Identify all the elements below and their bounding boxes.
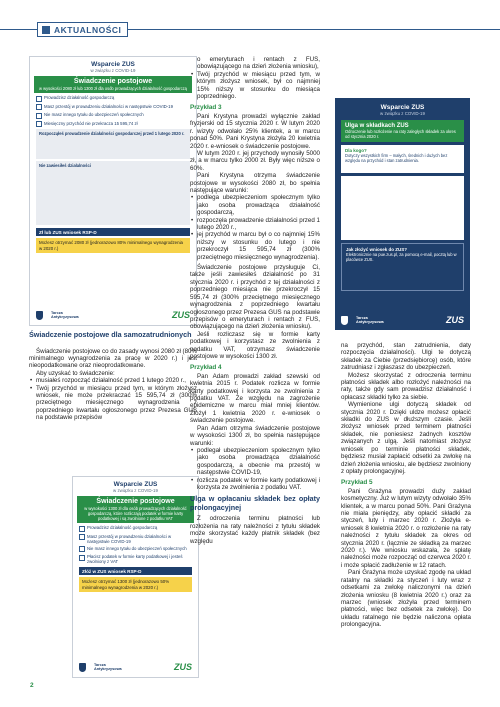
logo-tarcza: Tarcza Antykryzysowa (51, 311, 79, 319)
info-text: Dotyczy wszystkich firm – małych, średnich i dużych bez względu na przychód i stan zatrudnienia. (345, 153, 448, 163)
checkbox-icon (79, 546, 85, 552)
bullet-item: • Twój przychód w miesiącu przed tym, w którym złożysz wniosek, był co najmniej 15% niższy w stosunku do miesiąca poprzedniego. (190, 71, 320, 101)
example-heading: Przykład 4 (190, 364, 222, 372)
card-title: Wsparcie ZUS (380, 104, 425, 111)
check-item: Prowadzisz działalność gospodarczą (79, 525, 192, 532)
shield-icon (79, 663, 86, 672)
how-text: Elektronicznie na pue.zus.pl, za pomocą e-mail, pocztą lub w placówce ZUS. (346, 252, 457, 262)
check-item: Płacisz podatek w formie karty podatkowej i jesteś zwolniony z VAT (79, 554, 192, 564)
bullet-item: • musiałeś rozpocząć działalność przed 1 lutego 2020 r., (29, 377, 197, 384)
paragraph: Pani Grażyna prowadzi duży zakład kosmetyczny. Już w lutym wizyty odwołało 35% klientek, a w marcu ponad 50%. Pani Grażyna nie miała pieniędzy, aby opłacić składki za styczeń, luty i marzec 2020 r. Złożyła e-wniosek 8 kwietnia 2020 r. o rozłożenie na raty należności z tytułu składek za okres od stycznia 2020 r. (łącznie ze składką za marzec 2020 r.). We wniosku wskazała, że spłatę należności może rozpocząć od czerwca 2020 r. i może spłacić zadłużenie w 12 ratach. (341, 487, 471, 569)
infographic-card-1 (29, 56, 197, 326)
check-item: Nie masz innego tytułu do ubezpieczeń społecznych (79, 546, 192, 553)
checkbox-icon (36, 113, 42, 119)
logo-tarcza: Tarcza Antykryzysowa (356, 316, 384, 324)
band-subtitle: w wysokości 1300 zł dla osób prowadzących działalność gospodarczą, które rozliczają podatek w formie karty podatkowej i są zwolnione z podatku VAT (84, 506, 187, 521)
column-1 (29, 331, 197, 422)
card-band (34, 76, 192, 93)
paragraph: o emeryturach i rentach z FUS, obowiązującego na dzień złożenia wniosku), (197, 56, 320, 71)
logo-tarcza: Tarcza Antykryzysowa (94, 663, 122, 671)
paragraph: Świadczenie postojowe przysługuje Ci, także jeśli zawiesiłeś działalność po 31 stycznia 2020 r. i przychód z tej działalności z poprzedniego miesiąca nie przekroczył 15 595,74 zł (300% przeciętnego miesięcznego wynagrodzenia z poprzedniego kwartału ogłoszonego przez Prezesa GUS na podstawie przepisów o emeryturach i rentach z FUS, obowiązującego na dzień złożenia wniosku). (190, 264, 320, 331)
band-subtitle: Odroczenie lub rozłożenie na raty zaległych składek za okres od stycznia 2020 r. (345, 129, 456, 139)
article-heading: Ulga w opłacaniu składek bez opłaty prolongacyjnej (190, 494, 320, 512)
zus-logo: ZUS (446, 315, 464, 325)
paragraph: Pan Adam prowadzi zakład szewski od kwietnia 2015 r. Podatek rozlicza w formie karty podatkowej i korzysta ze zwolnienia z podatku VAT. Ze względu na zagrożenie epidemiczne w marcu miał mniej klientów. Złożył 1 kwietnia 2020 r. e-wniosek o świadczenie postojowe. (190, 372, 320, 425)
info-box (341, 145, 464, 173)
article-heading: Świadczenie postojowe dla samozatrudnionych (29, 330, 192, 339)
paragraph: Aby uzyskać to świadczenie: (36, 369, 115, 377)
checkbox-icon (36, 96, 42, 102)
infographic-card-2 (72, 476, 199, 678)
paragraph: Pani Krystyna otrzyma świadczenie postojowe w wysokości 2080 zł, bo spełnia następujące warunki: (190, 172, 320, 194)
submit-label: Zł lub ZUS wniosek RSP-D (36, 228, 190, 236)
zus-logo: ZUS (172, 310, 190, 320)
paragraph: na przychód, stan zatrudnienia, daty rozpoczęcia działalności). Ulgi te dotyczą składek za Ciebie (przedsiębiorcę) osób, które zatrudniasz i zgłaszasz do ubezpieczeń. (341, 342, 471, 372)
example-heading: Przykład 5 (341, 479, 373, 487)
band-title: Ulga w składkach ZUS (345, 123, 409, 129)
bullet-item: • jej przychód w marcu był o co najmniej 15% niższy w stosunku do lutego i nie przekroczył 15 595,74 zł (300% przeciętnego miesięcznego wynagrodzenia). (190, 231, 320, 261)
band-subtitle: w wysokości 2080 zł lub 1300 zł dla osób prowadzących działalność gospodarczą (39, 86, 187, 91)
checkbox-icon (36, 104, 42, 110)
bullet-item: • Twój przychód w miesiącu przed tym, w którym złożysz wniosek, nie może przekraczać 15 595,74 zł (300% przeciętnego miesięcznego wynagrodzenia z poprzedniego kwartału ogłoszonego przez Prezesa GUS na podstawie przepisów (29, 385, 197, 422)
band-title: Świadczenie postojowe (73, 78, 153, 85)
logo-row (341, 314, 464, 326)
info-box (341, 176, 464, 240)
paragraph: Jeśli rozliczasz się w formie karty podatkowej i korzystasz ze zwolnienia z podatku VAT, otrzymasz świadczenie postojowe w wysokości 1300 zł. (190, 330, 320, 360)
paragraph: W lutym 2020 r. jej przychody wynosiły 5000 zł, a w marcu tylko 2000 zł. Były więc niższe o 60%. (190, 149, 320, 172)
header-box (37, 22, 128, 37)
square-icon (42, 26, 50, 34)
amount-box: Możesz otrzymać 1300 zł (jednorazowo 50% minimalnego wynagrodzenia w 2020 r.) (79, 577, 192, 592)
paragraph: Pani Grażyna może uzyskać zgodę na układ ratalny na składki za styczeń i luty wraz z odsetkami za zwłokę naliczonymi na dzień złożenia wniosku (8 kwietnia 2020 r.) oraz za marzec (wniosek złożyła przed terminem płatności, więc bez odsetek za zwłokę). Do układu ratalnego nie będzie naliczona opłata prolongacyjna. (341, 569, 471, 629)
amount-box: Możesz otrzymać 2080 zł (jednorazowo 80% minimalnego wynagrodzenia w 2020 r.) (36, 238, 190, 253)
paragraph: Możesz skorzystać z odroczenia terminu płatności składek albo rozłożyć należności na raty, także gdy sam prowadzisz działalność i opłacasz składki tylko za siebie. (341, 371, 471, 401)
card-subtitle: w związku z COVID-19 (380, 111, 425, 116)
infographic-card-3 (335, 98, 470, 330)
bullet-item: • rozlicza podatek w formie karty podatkowej i korzysta ze zwolnienia z podatku VAT. (190, 477, 320, 492)
paragraph: Świadczenie postojowe co do zasady wynosi 2080 zł (80% minimalnego wynagrodzenia za pracę w 2020 r.) i jest nieopodatkowane oraz nieoprodatkowane. (29, 347, 197, 370)
checkbox-icon (79, 526, 85, 532)
card-band (77, 496, 194, 523)
bullet-item: • rozpoczęła prowadzenie działalności przed 1 lutego 2020 r., (190, 217, 320, 232)
paragraph: Wymienione ulgi dotyczą składek od stycznia 2020 r. Dzięki uldze możesz opłacić składki do ZUS w dłuższym czasie. Jeśli złożysz wniosek przed terminem płatności składek, nie poniesiesz żadnych kosztów związanych z ulgą. Jeśli natomiast złożysz wniosek po terminie płatności składek, będziesz musiał zapłacić odsetki za zwłokę na dzień złożenia wniosku, ale będziesz zwolniony z opłaty prolongacyjnej. (341, 401, 472, 475)
card-subtitle: w związku z COVID-19 (90, 68, 136, 73)
bullet-item: • podlega ubezpieczeniom społecznym tylko jako osoba prowadząca działalność gospodarczą, (190, 194, 320, 216)
card-band (341, 120, 464, 142)
logo-row (79, 661, 192, 673)
band-title: Świadczenie postojowe (96, 498, 175, 505)
card-title: Wsparcie ZUS (73, 477, 198, 488)
how-box (341, 243, 464, 291)
paragraph: Pan Adam otrzyma świadczenie postojowe w wysokości 1300 zł, bo spełnia następujące warunki: (190, 424, 320, 447)
paragraph: Z odroczenia terminu płatności lub rozłożenia na raty należności z tytułu składek może skorzystać każdy płatnik składek (bez względu (190, 515, 320, 545)
check-item: Masz przestój w prowadzeniu działalności w następstwie COVID-19 (36, 104, 190, 111)
paragraph: Pani Krystyna prowadzi wyłącznie zakład fryzjerski od 15 stycznia 2020 r. W lutym 2020 r. wizyty odwołało 25% klientek, a w marcu ponad 50%. Pani Krystyna złożyła 20 kwietnia 2020 r. e-wniosek o świadczenie postojowe. (190, 112, 320, 150)
section-title: AKTUALNOŚCI (54, 24, 122, 35)
example-heading: Przykład 3 (190, 104, 222, 112)
shield-icon (36, 311, 43, 320)
checkbox-icon (79, 534, 85, 540)
page-number: 2 (30, 682, 34, 689)
submit-label: Złóż w ZUS wniosek RSP-D (79, 567, 192, 575)
check-item: Masz przestój w prowadzeniu działalności w następstwie COVID-19 (79, 534, 192, 544)
column-2 (190, 56, 320, 545)
check-item: Nie masz innego tytułu do ubezpieczeń społecznych (36, 112, 190, 119)
logo-row (36, 309, 190, 321)
checkbox-icon (79, 555, 85, 561)
shield-icon (341, 316, 348, 325)
zus-logo: ZUS (174, 662, 192, 672)
info-label: Dla kogo? (345, 148, 367, 153)
condition-box: Rozpocząłeś prowadzenie działalności gospodarczej przed 1 lutego 2020 r. (36, 129, 190, 159)
check-item: Miesięczny przychód nie przekracza 15 595,74 zł (36, 121, 190, 128)
card-title: Wsparcie ZUS (30, 57, 196, 68)
how-label: Jak złożyć wniosek do ZUS? (346, 247, 408, 252)
condition-box: Nie zawiesiłeś działalności (36, 161, 190, 225)
checkbox-icon (36, 121, 42, 127)
card-subtitle: w związku z COVID-19 (113, 488, 158, 493)
check-item: Prowadzisz działalność gospodarczą (36, 95, 190, 102)
column-3 (341, 342, 471, 629)
section-header (0, 22, 500, 36)
bullet-item: • podlegał ubezpieczeniom społecznym tylko jako osoba prowadząca działalność gospodarczą, a obecnie ma przestój w następstwie COVID-19, (190, 447, 320, 477)
